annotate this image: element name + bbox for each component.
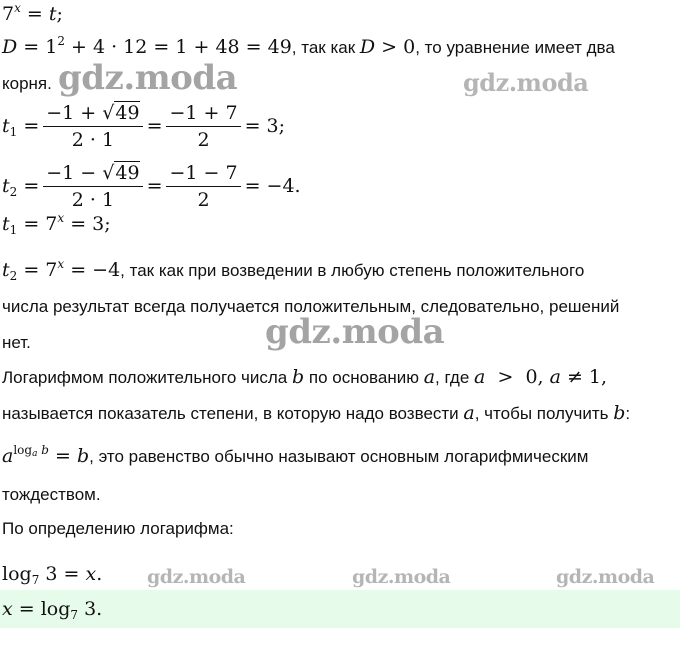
watermark-logo: gdz.moda — [58, 58, 238, 98]
log-def-text-3: , где — [435, 368, 475, 387]
t2-formula: $t_2$ = $\frac{-1 - √49}{2 \cdot 1}$ = $\frac{-1 - 7}{2}$ = −4. — [2, 161, 301, 211]
watermark-logo: gdz.moda — [147, 566, 246, 588]
log-def-text-5: , чтобы получить — [474, 404, 614, 423]
watermark-logo: gdz.moda — [352, 566, 451, 588]
explanation-line-2: числа результат всегда получается положительным, следовательно, решений — [2, 297, 620, 316]
discriminant-line: $D = 1^2 + 4 \cdot 12 = 1 + 48 = 49$, так как D > 0, то уравнение имеет два — [2, 34, 615, 58]
t1-formula: $t_1$ = $\frac{-1 + √49}{2 \cdot 1}$ = $\frac{-1 + 7}{2}$ = 3; — [2, 101, 286, 151]
log-equation: $\log_7 3 = x$. — [2, 563, 103, 587]
watermark-logo: gdz.moda — [265, 312, 445, 352]
t1-result: = 3; — [244, 115, 286, 137]
watermark-logo: gdz.moda — [463, 68, 589, 97]
t1-equals: $t_1 = 7^x = 3$; — [2, 211, 111, 237]
t2-explanation: $t_2 = 7^x = -4$, так как при возведении в любую степень положительного — [2, 257, 585, 283]
log-def-text-4: называется показатель степени, в которую надо возвести — [2, 404, 464, 423]
t2-result: = −4. — [244, 175, 301, 197]
roots-word: корня. — [2, 74, 52, 93]
watermark-logo: gdz.moda — [556, 566, 655, 588]
log-definition-line-1: Логарифмом положительного числа b по основанию a, где a > 0, a ≠ 1, — [2, 366, 608, 388]
log-def-text-1: Логарифмом положительного числа — [2, 368, 292, 387]
log-def-text-2: по основанию — [304, 368, 424, 387]
equation-substitution: $7^x = t$; — [2, 1, 63, 25]
t2-explanation-text: , так как при возведении в любую степень положительного — [120, 261, 585, 280]
discriminant-text-2: , то уравнение имеет два — [415, 38, 615, 57]
by-definition-line: По определению логарифма: — [2, 519, 234, 538]
explanation-line-3: нет. — [2, 333, 31, 352]
log-identity-text: , это равенство обычно называют основным логарифмическим — [89, 447, 589, 466]
log-identity-line: $a^{loga b} = b$, это равенство обычно называют основным логарифмическим — [2, 443, 589, 467]
log-definition-line-2: называется показатель степени, в которую надо возвести a, чтобы получить b: — [2, 402, 631, 424]
final-answer: $x = \log_7 3$. — [2, 598, 103, 622]
identity-word: тождеством. — [2, 485, 101, 504]
discriminant-text-1: , так как — [291, 38, 360, 57]
